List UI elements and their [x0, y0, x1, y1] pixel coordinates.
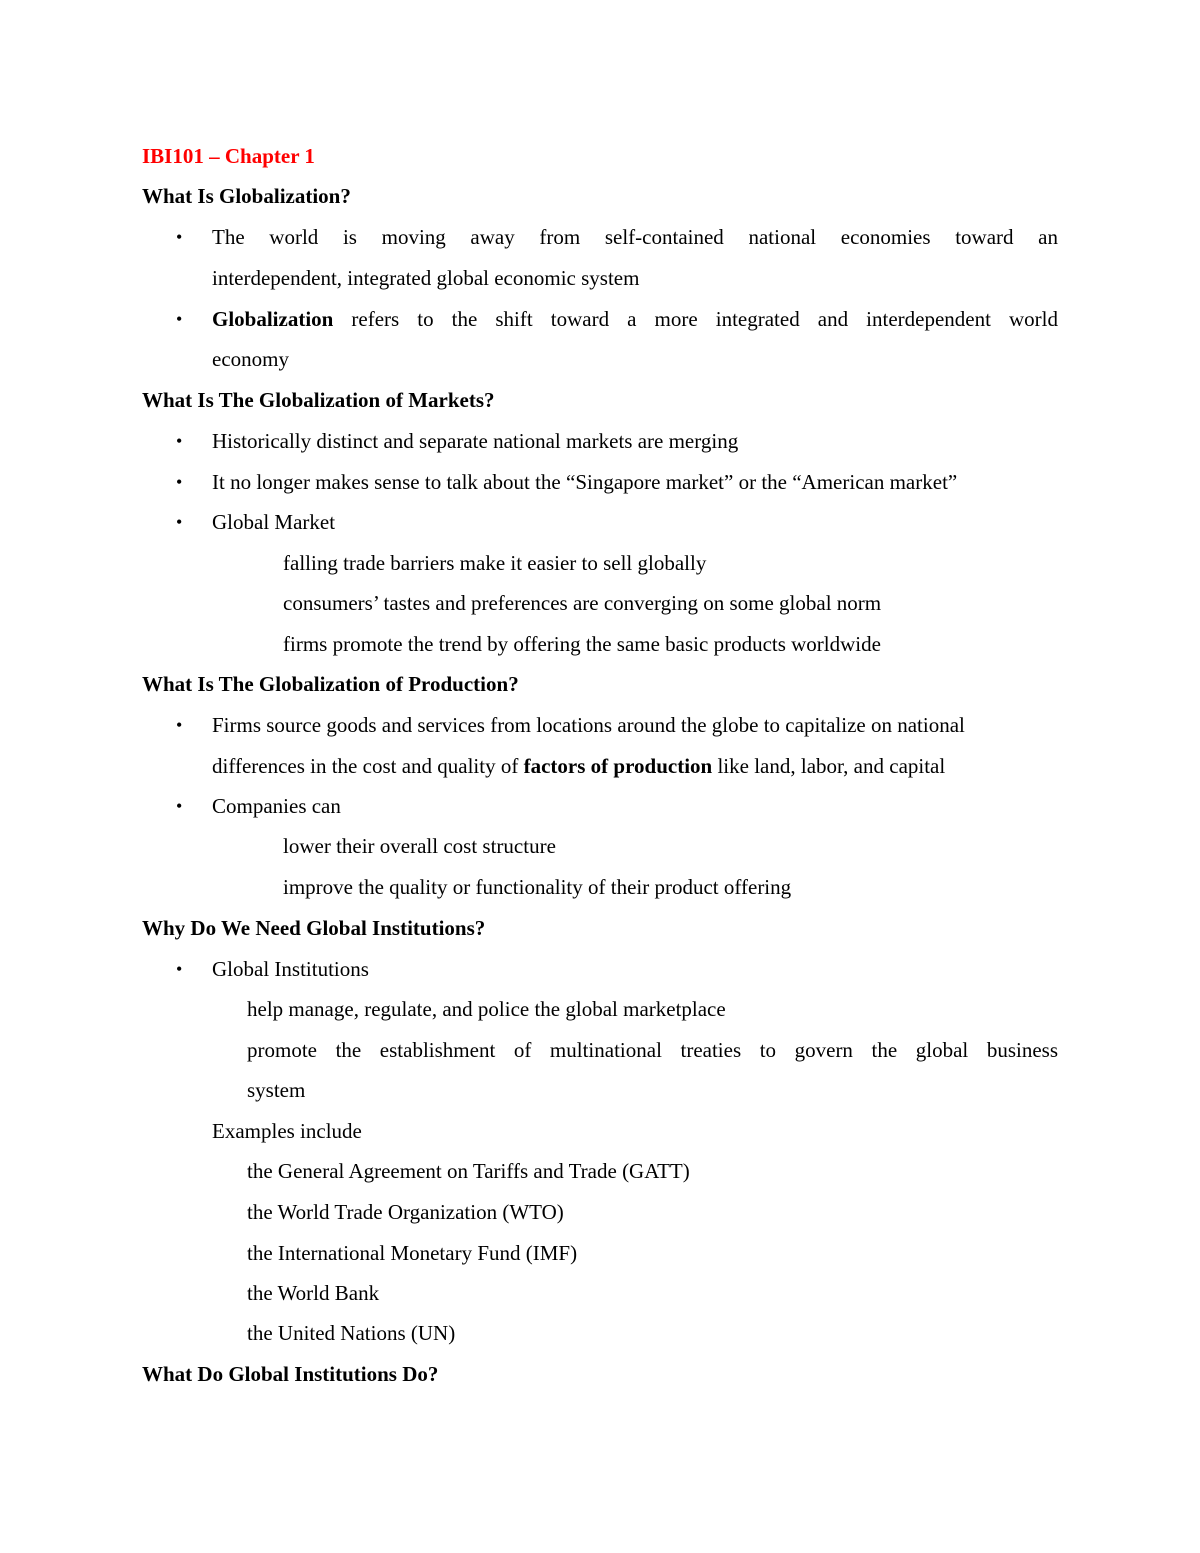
example-item: the World Trade Organization (WTO) — [247, 1200, 564, 1224]
example-item: the International Monetary Fund (IMF) — [247, 1241, 578, 1265]
sub-item-text: firms promote the trend by offering the same basic products worldwide — [283, 632, 881, 656]
bullet-icon: • — [176, 796, 183, 816]
bullet-icon: • — [176, 227, 183, 247]
sub-item-text: promote the establishment of multinational treaties to govern the global business — [247, 1038, 1058, 1062]
bold-term: factors of production — [523, 754, 713, 778]
example-item: the World Bank — [247, 1281, 380, 1305]
list-item-text: Global Institutions — [212, 957, 369, 981]
bullet-icon: • — [176, 715, 183, 735]
example-item: the General Agreement on Tariffs and Trade (GATT) — [247, 1159, 690, 1183]
bullet-icon: • — [176, 959, 183, 979]
bold-term: Globalization — [212, 307, 334, 331]
sub-item-text: consumers’ tastes and preferences are converging on some global norm — [283, 591, 882, 615]
list-item-text: Firms source goods and services from locations around the globe to capitalize on national — [212, 713, 965, 737]
list-item-text: interdependent, integrated global economic system — [212, 266, 640, 290]
bullet-icon: • — [176, 309, 183, 329]
section-heading-globalization: What Is Globalization? — [142, 184, 351, 208]
list-item-text: It no longer makes sense to talk about the “Singapore market” or the “American market” — [212, 470, 958, 494]
list-item-text: Global Market — [212, 510, 336, 534]
sub-item-text: falling trade barriers make it easier to sell globally — [283, 551, 707, 575]
examples-label: Examples include — [212, 1119, 362, 1143]
section-heading-markets: What Is The Globalization of Markets? — [142, 388, 495, 412]
list-item-text: The world is moving away from self-contained national economies toward an — [212, 225, 1058, 249]
section-heading-institutions: Why Do We Need Global Institutions? — [142, 916, 486, 940]
sub-item-text: improve the quality or functionality of their product offering — [283, 875, 792, 899]
list-item-text-post: like land, labor, and capital — [712, 754, 946, 778]
section-heading-institutions-do: What Do Global Institutions Do? — [142, 1362, 439, 1386]
section-heading-production: What Is The Globalization of Production? — [142, 672, 519, 696]
sub-item-text: help manage, regulate, and police the global marketplace — [247, 997, 726, 1021]
sub-item-text: system — [247, 1078, 306, 1102]
sub-item-text: lower their overall cost structure — [283, 834, 556, 858]
list-item-text — [212, 753, 945, 779]
list-item-text: Historically distinct and separate national markets are merging — [212, 429, 739, 453]
document-title: IBI101 – Chapter 1 — [142, 144, 315, 168]
list-item-text-pre: differences in the cost and quality of — [212, 754, 524, 778]
bullet-icon: • — [176, 472, 183, 492]
list-item-text: Companies can — [212, 794, 341, 818]
bullet-icon: • — [176, 431, 183, 451]
list-item-text-rest: refers to the shift toward a more integrated and interdependent world — [333, 307, 1058, 331]
bullet-icon: • — [176, 512, 183, 532]
list-item-text — [212, 306, 1058, 332]
example-item: the United Nations (UN) — [247, 1321, 456, 1345]
list-item-text: economy — [212, 347, 289, 371]
